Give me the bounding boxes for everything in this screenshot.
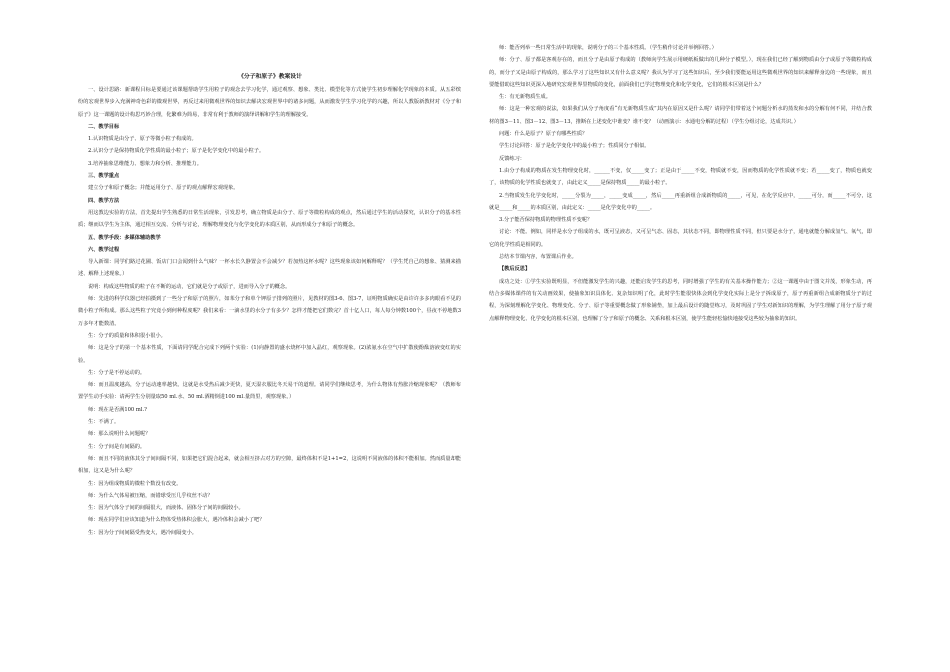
paragraph: 2.认识分子是保持物质化学性质的最小粒子；原子是化学变化中的最小粒子。 [88, 148, 265, 155]
paragraph: 师：能否列举一些日常生活中的现象，说明分子的三个基本性质。（学生稍作讨论并举例回答。） [499, 45, 717, 51]
paragraph: 师：现在是否满100 ml.? [88, 406, 147, 413]
section-heading: 三、教学重点 [88, 173, 120, 180]
right-column [489, 42, 872, 325]
paragraph: 1.认识物质是由分子、原子等微小粒子构成的。 [88, 136, 197, 143]
paragraph: 师：为什么气体易被压缩，而错球受压几乎纹丝不动？ [88, 492, 213, 499]
paragraph: 生：因为分子间间隔受热变大，遇冷间隔变小。 [88, 529, 197, 536]
paragraph: 问题：什么是原子？原子有哪些性质？ [499, 131, 588, 138]
paragraph: 师：那么说明什么问题呢？ [88, 431, 151, 438]
paragraph: 总结本节课内容，布置课后作业。 [499, 254, 577, 261]
paragraph: 一、设计思路：新课程目标是要通过该课题帮助学生用粒子的观念去学习化学，通过观察、想象、类比、模型化等方式使学生初步理解化学现象的本质。从五彩缤纷的宏观世界步入充满神奇色彩的微观世界，再反过来用微观世界的知识去解决宏观世界中的诸多问题，从而激发学生学习化学的兴趣，所以人教版新教材对《分子和原子》这一课题的设计构思巧妙合理，化繁难为简易，非常有利于教师的演绎讲解和学生的理解接受。 [78, 87, 461, 118]
paragraph: 建立分子和原子概念；并能运用分子、原子的观点解释宏观现象。 [88, 185, 239, 192]
paragraph: 反馈练习： [499, 155, 525, 162]
paragraph: 师：这是分子的第一个基本性质，下面请同学配合完成下列两个实验：(1)向静置的盛水烧杯中加入晶红，观察现象。(2)浓氨水在空气中扩散使酚酞溶液变红的实验。 [78, 345, 461, 364]
paragraph: 生：分子是不停运动的。 [88, 369, 146, 376]
paragraph: 说明：构成这些物质的粒子在不断的运动，它们就是分子或原子，进而导入分子的概念。 [88, 283, 291, 290]
section-heading: 五、教学手段：多媒体辅助教学 [88, 234, 161, 241]
paragraph: 学生讨论回答：原子是化学变化中的最小粒子；性质同分子相似。 [499, 143, 650, 150]
section-heading: 【教后反思】 [499, 266, 531, 273]
paragraph: 师：现在同学们应该知道为什么物体受热体积会胀大，遇冷体积会减小了吧？ [88, 517, 265, 524]
paragraph: 成功之处：①学生实验既明显，不但能激发学生的兴趣，还能启发学生的思考，同时增强了学生的有关基本操作能力；②这一课题中由于图文并茂，形象生动，再结合多媒体课件的有关动画效果，使抽象知识具体化、复杂知识明了化，此时学生能很快体会到化学变化实际上是分子拆成原子，原子再重新组合成新物质分子的过程，为深刻理解化学变化、物理变化、分子、原子等重要概念做了形象铺垫，加上最后设计的随堂练习，及时巩固了学生对新知识的理解，为学生理解了用分子原子观点解释物理变化、化学变化的根本区别，也理解了分子和原子的概念、关系和根本区别，使学生能轻松愉快地接受这些较为抽象的知识。 [489, 278, 872, 322]
paragraph: 3.培养抽象思维能力、想象力和分析、推理能力。 [88, 160, 202, 167]
paragraph: 生：不满了。 [88, 419, 120, 426]
section-heading: 六、教学过程 [88, 246, 120, 253]
paragraph: 用这教边实验的方法，首先提出学生熟悉的日常生活现象，引发思考，确立物质是由分子、原子等微粒构成的观点，然后通过学生的活动探究，认识分子的基本性质；继而以学生为主体，通过相互交流、分析与讨论，理解物理变化与化学变化的本质区别，从而形成分子和原子的概念。 [78, 209, 461, 229]
paragraph: 师：先进的科学仪器已经拍摄到了一些分子和原子的照片，如苯分子和单个钾原子排列的照片，见教材的图3-6、图3-7，证明物质确实是由许许多多肉眼看不见的微小粒子所构成。那么这些粒子究竟小到何种程度呢？我们来看：一滴水里的水分子有多少？怎样才能把它们数完？首十亿人口，每人每分钟数100个，昼夜不停地数3万多年才能数清。 [78, 296, 461, 327]
paragraph: 生：有无新物质生成。 [499, 94, 551, 101]
paragraph: 师：而且温度越高，分子运动速率越快。这就是水受热后减少更快，夏天湿衣服比冬天易干的道理。请同学们继续思考，为什么物体有热胀冷缩现象呢？（教师布置学生动手实验：请两学生分别量取50 ml.水、50 ml.酒精倒进100 ml.量筒里，观察现象。） [78, 382, 461, 401]
document-title: 《分子和原子》教案设计 [238, 74, 302, 80]
section-heading: 四、教学方法 [88, 197, 120, 204]
paragraph: 导入新课：同学们路过花圃、饭店门口会闻到什么气味？一杯水长久静置会不会减少？若加热这杯水呢？这些现象该如何解释呢？（学生凭自己的想象、猜测来描述、解释上述现象。） [78, 259, 461, 278]
paragraph: 2.当物质发生化学变化时，_____分裂为_____，_____变成_____，然后_____再重新组合成新物质的_____，可见，在化学反应中，_____可分，而_____不可分，这就是_____和_____的本质区别，由此定义：_____是化学变化中的_____。 [489, 192, 872, 211]
paragraph: 生：因为气体分子间的间隔很大，而液体、固体分子间的间隔较小。 [88, 505, 244, 512]
paragraph: 3.分子能否保持物质的物理性质不变呢？ [499, 217, 593, 224]
paragraph: 生：分子的质量和体积很小很小。 [88, 332, 166, 339]
section-heading: 二、教学目标 [88, 123, 120, 130]
paragraph: 1.由分子构成的物质在发生物理变化时，______不变，仅_____变了；正是由于_____不变，物质就不变，因而物质的化学性质就不变；若_____变了，物质也就变了，该物质的化学性质也就变了，由此定义_____是保持物质_____的最小粒子。 [489, 167, 872, 187]
paragraph: 生：分子间是有间隔的。 [88, 443, 146, 450]
paragraph: 师：分子、原子都是客观存在的，而且分子是由原子构成的（教师向学生展示用硬纸板做出的几种分子模型。），现在我们已经了解到物质由分子或原子等微粒构成的，而分子又是由原子构成的，那么学习了这些知识又有什么意义呢？我认为学习了这些知识后，至少我们要能运用这些微观世界的知识来解释身边的一些现象，而且要能借助这些知识更深入地研究宏观世界里物质的变化，前面我们已学过物理变化和化学变化，它们的根本区别是什么？ [489, 57, 872, 88]
paragraph: 讨论：不能。例如，同样是水分子组成的水，既可呈液态，又可呈气态、固态，其状态不同，即物理性质不同，但只要是水分子，通电就能分解成氢气、氧气，即它的化学性质是相同的。 [489, 229, 872, 248]
paragraph: 师：而且不同的液体其分子间间隔不同，如果把它们混合起来，就会相互挤占对方的空隙，最终体积不是1+1=2，这说明不同液体的体积不能相加。然而质量却能相加，这又是为什么呢？ [78, 455, 461, 475]
left-column [78, 84, 461, 539]
paragraph: 生：因为组成物质的微粒个数没有改变。 [88, 480, 182, 487]
paragraph: 师：这是一种宏观的说法，如果我们从分子角度看“有无新物质生成”其内在原因又是什么呢？请同学们带着这个问题分析水的蒸发和水的分解有何不同，并结合教材的图3－11、图3－12、图3－13，推断在上述变化中谁变？谁不变？（动画演示：水通电分解的过程）（学生分组讨论，达成共识。） [489, 106, 872, 125]
